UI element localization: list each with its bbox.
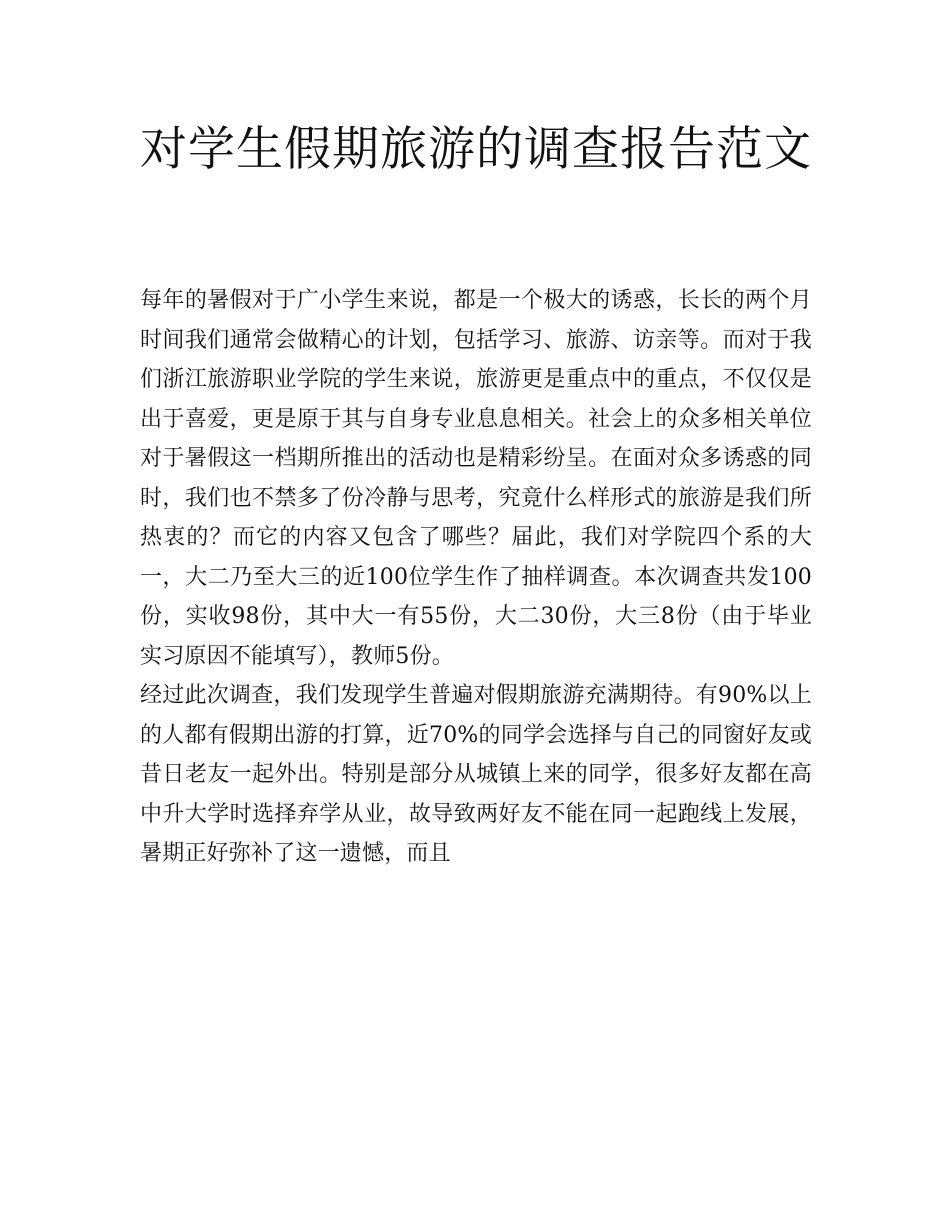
document-body	[140, 281, 812, 874]
document-title: 对学生假期旅游的调查报告范文	[140, 122, 812, 177]
paragraph-intro: 每年的暑假对于广小学生来说，都是一个极大的诱惑，长长的两个月时间我们通常会做精心的计划，包括学习、旅游、访亲等。而对于我们浙江旅游职业学院的学生来说，旅游更是重点中的重点，不仅仅是出于喜爱，更是原于其与自身专业息息相关。社会上的众多相关单位对于暑假这一档期所推出的活动也是精彩纷呈。在面对众多诱惑的同时，我们也不禁多了份冷静与思考，究竟什么样形式的旅游是我们所热衷的？而它的内容又包含了哪些？届此，我们对学院四个系的大一，大二乃至大三的近100位学生作了抽样调查。本次调查共发100份，实收98份，其中大一有55份，大二30份，大三8份（由于毕业实习原因不能填写），教师5份。	[140, 288, 812, 669]
paragraph-findings: 经过此次调查，我们发现学生普遍对假期旅游充满期待。有90%以上的人都有假期出游的打算，近70%的同学会选择与自己的同窗好友或昔日老友一起外出。特别是部分从城镇上来的同学，很多好友都在高中升大学时选择弃学从业，故导致两好友不能在同一起跑线上发展，暑期正好弥补了这一遗憾，而且	[140, 683, 812, 866]
